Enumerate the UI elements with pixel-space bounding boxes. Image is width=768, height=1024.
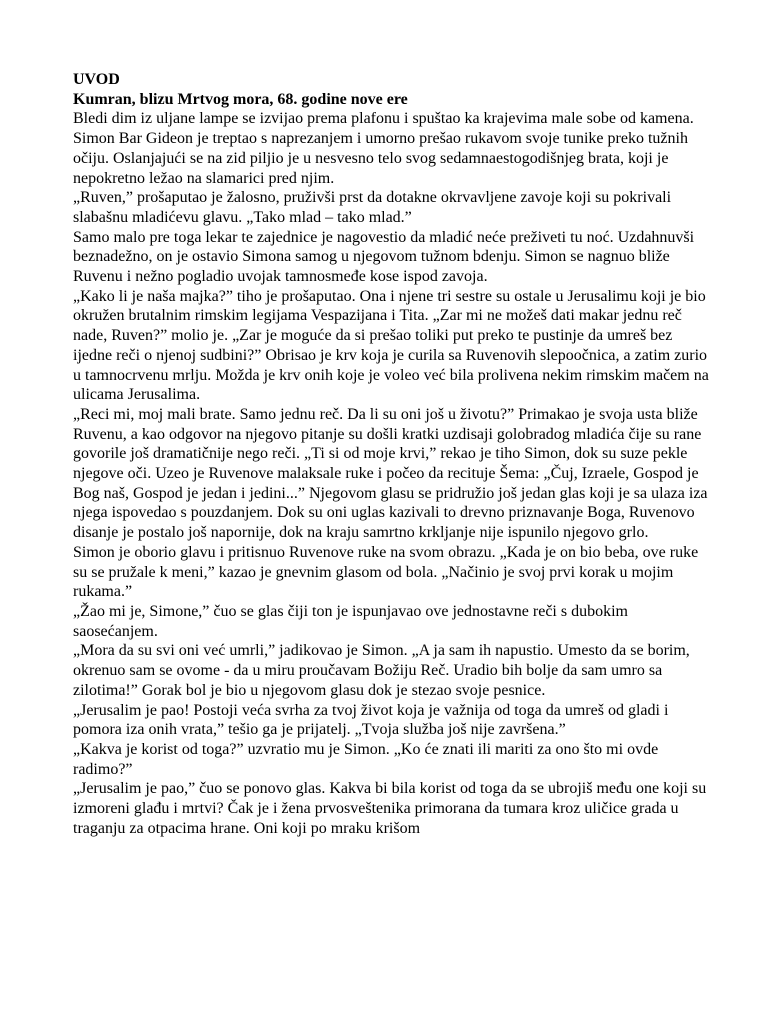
paragraph: „Jerusalim je pao,” čuo se ponovo glas. Kakva bi bila korist od toga da se ubrojiš među one koji su izmoreni glađu i mrtvi? Čak je i žena prvosveštenika primorana da tumara kroz uličice grada u traganju za otpacima hrane. Oni koji po mraku krišom	[73, 780, 707, 837]
paragraph: Samo malo pre toga lekar te zajednice je nagovestio da mladić neće preživeti tu noć. Uzdahnuvši beznadežno, on je ostavio Simona samog u njegovom tužnom bdenju. Simon se nagnuo bliže Ruvenu i nežno pogladio uvojak tamnosmeđe kose ispod zavoja.	[73, 228, 695, 286]
paragraph: „Kako li je naša majka?” tiho je prošaputao. Ona i njene tri sestre su ostale u Jerusalimu koji je bio okružen brutalnim rimskim legijama Vespazijana i Tita. „Zar mi ne možeš dati makar jednu reč nade, Ruven?” molio je. „Zar je moguće da si prešao toliki put preko te pustinje da umreš bez ijedne reči o njenoj sudbini?” Obrisao je krv koja je curila sa Ruvenovih slepoočnica, a zatim zurio u tamnocrvenu mrlju. Možda je krv onih koje je voleo već bila prolivena nekim rimskim mačem na ulicama Jerusalima.	[73, 287, 709, 404]
paragraph: Bledi dim iz uljane lampe se izvijao prema plafonu i spuštao ka krajevima male sobe od kamena. Simon Bar Gideon je treptao s naprezanjem i umorno prešao rukavom svoje tunike preko tužnih očiju. Oslanjajući se na zid piljio je u nesvesno telo svog sedamnaestogodišnjeg brata, koji je nepokretno ležao na slamarici pred njim.	[73, 110, 694, 187]
paragraph: „Ruven,” prošaputao je žalosno, pruživši prst da dotakne okrvavljene zavoje koji su pokrivali slabašnu mladićevu glavu. „Tako mlad – tako mlad.”	[73, 189, 672, 226]
paragraph: „Kakva je korist od toga?” uzvratio mu je Simon. „Ko će znati ili mariti za ono što mi ovde radimo?”	[73, 740, 659, 778]
document-subheading: Kumran, blizu Mrtvog mora, 68. godine nove ere	[73, 90, 408, 108]
document-page	[73, 70, 713, 838]
paragraph: „Mora da su svi oni već umrli,” jadikovao je Simon. „A ja sam ih napustio. Umesto da se borim, okrenuo sam se ovome - da u miru proučavam Božiju Reč. Uradio bih bolje da sam umro sa zilotima!” Gorak bol je bio u njegovom glasu dok je stezao svoje pesnice.	[73, 642, 690, 699]
document-heading: UVOD	[73, 71, 120, 88]
paragraph: Simon je oborio glavu i pritisnuo Ruvenove ruke na svom obrazu. „Kada je on bio beba, ove ruke su se pružale k meni,” kazao je gnevnim glasom od bola. „Načinio je svoj prvi korak u mojim rukama.”	[73, 543, 699, 601]
paragraph: „Žao mi je, Simone,” čuo se glas čiji ton je ispunjavao ove jednostavne reči s dubokim saosećanjem.	[73, 602, 628, 640]
paragraph: „Reci mi, moj mali brate. Samo jednu reč. Da li su oni još u životu?” Primakao je svoja usta bliže Ruvenu, a kao odgovor na njegovo pitanje su došli kratki uzdisaji golobradog mladića čije su rane govorile još dramatičnije nego reči. „Ti si od moje krvi,” rekao je tiho Simon, dok su suze pekle njegove oči. Uzeo je Ruvenove malaksale ruke i počeo da recituje Šema: „Čuj, Izraele, Gospod je Bog naš, Gospod je jedan i jedini...” Njegovom glasu se pridružio još jedan glas koji je sa ulaza iza njega ispovedao s pouzdanjem. Dok su oni uglas kazivali to drevno priznavanje Boga, Ruvenovo disanje je postalo još napornije, dok na kraju samrtno krkljanje nije ispunilo njegovo grlo.	[73, 405, 708, 542]
paragraph: „Jerusalim je pao! Postoji veća svrha za tvoj život koja je važnija od toga da umreš od gladi i pomora iza onih vrata,” tešio ga je prijatelj. „Tvoja služba još nije završena.”	[73, 701, 669, 739]
